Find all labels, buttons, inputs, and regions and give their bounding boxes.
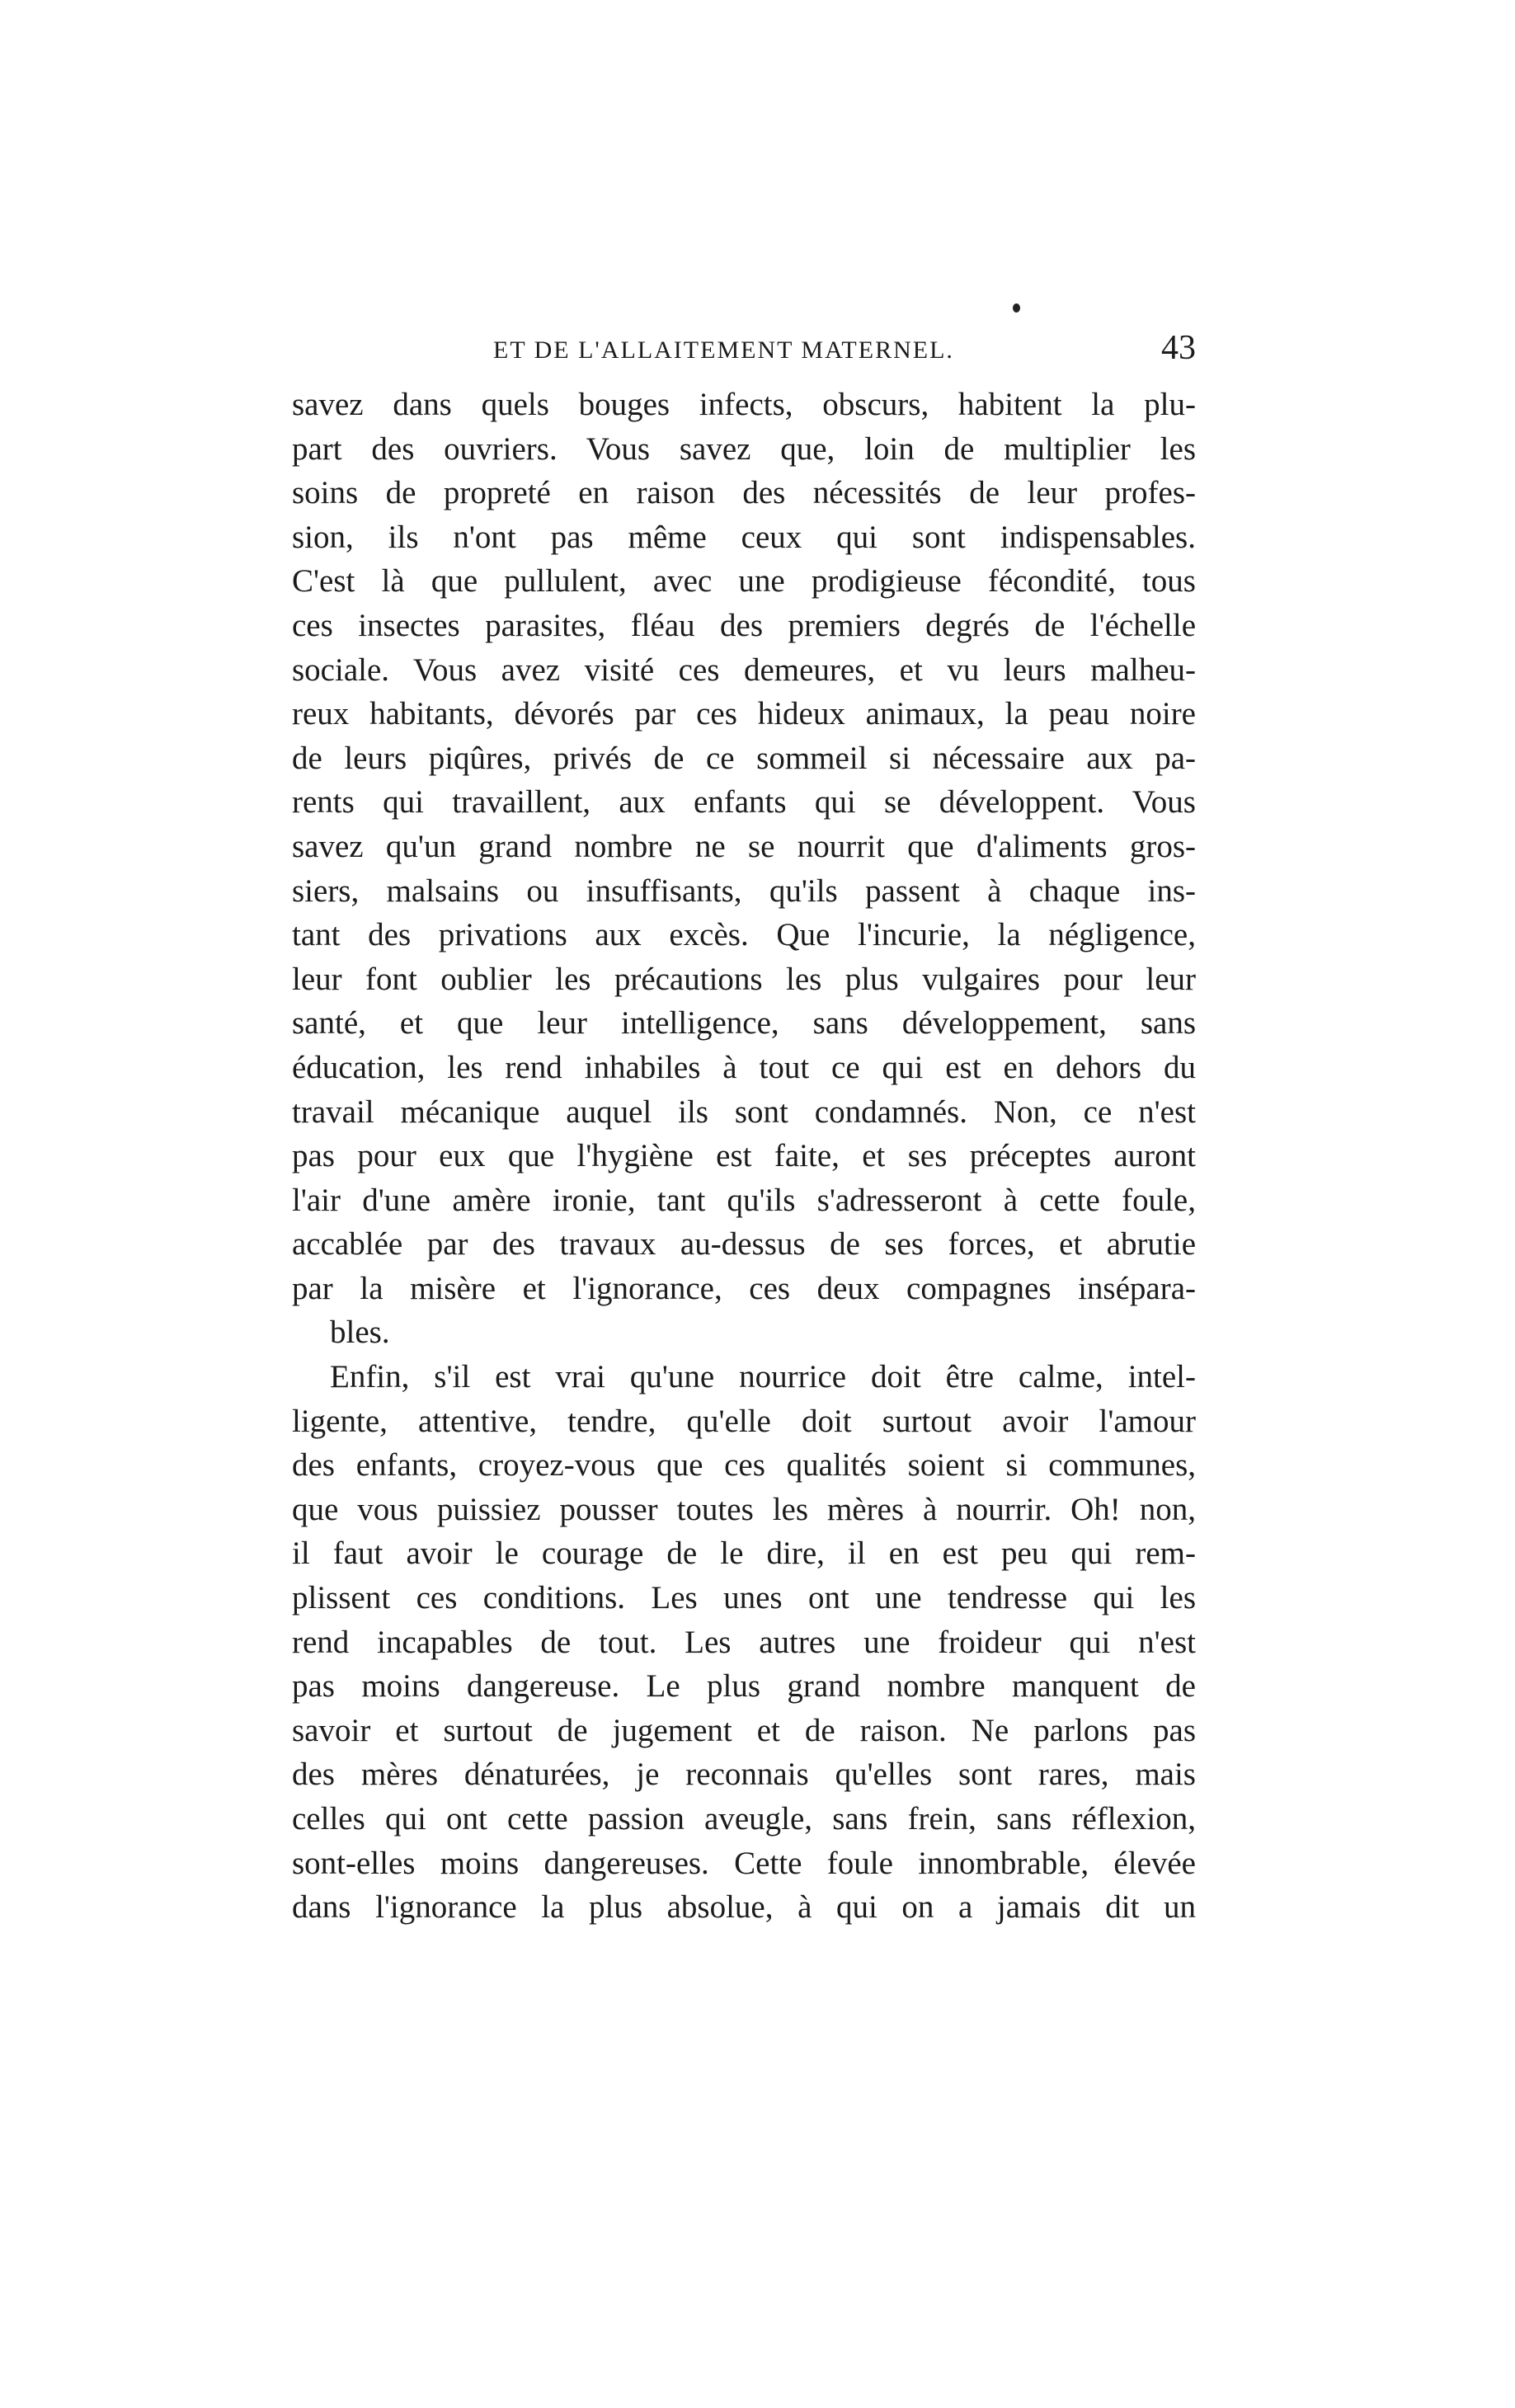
text-line: pas pour eux que l'hygiène est faite, et ses préceptes auront bbox=[292, 1138, 1196, 1174]
text-line: sociale. Vous avez visité ces demeures, et vu leurs malheu- bbox=[292, 651, 1196, 688]
text-line: des mères dénaturées, je reconnais qu'elles sont rares, mais bbox=[292, 1757, 1196, 1793]
text-line: soins de propreté en raison des nécessités de leur profes- bbox=[292, 475, 1196, 511]
text-line: C'est là que pullulent, avec une prodigieuse fécondité, tous bbox=[292, 563, 1196, 600]
text-line: part des ouvriers. Vous savez que, loin de multiplier les bbox=[292, 430, 1196, 467]
ink-speck bbox=[1013, 303, 1020, 313]
text-line: sont-elles moins dangereuses. Cette foule innombrable, élevée bbox=[292, 1845, 1196, 1881]
text-line: celles qui ont cette passion aveugle, sans frein, sans réflexion, bbox=[292, 1801, 1196, 1837]
page-number: 43 bbox=[1161, 329, 1196, 367]
text-line: accablée par des travaux au-dessus de ses forces, et abrutie bbox=[292, 1226, 1196, 1263]
text-line: il faut avoir le courage de le dire, il en est peu qui rem- bbox=[292, 1536, 1196, 1572]
paragraph-start-line: Enfin, s'il est vrai qu'une nourrice doit être calme, intel- bbox=[330, 1359, 1196, 1395]
text-line: santé, et que leur intelligence, sans développement, sans bbox=[292, 1005, 1196, 1042]
text-line: dans l'ignorance la plus absolue, à qui on a jamais dit un bbox=[292, 1889, 1196, 1926]
text-line: éducation, les rend inhabiles à tout ce qui est en dehors du bbox=[292, 1049, 1196, 1085]
page-header bbox=[493, 328, 1196, 374]
text-line: rend incapables de tout. Les autres une froideur qui n'est bbox=[292, 1624, 1196, 1660]
text-line: reux habitants, dévorés par ces hideux animaux, la peau noire bbox=[292, 696, 1196, 732]
text-line: savez dans quels bouges infects, obscurs, habitent la plu- bbox=[292, 387, 1196, 422]
text-line: rents qui travaillent, aux enfants qui se développent. Vous bbox=[292, 784, 1196, 821]
text-line: par la misère et l'ignorance, ces deux compagnes insépara- bbox=[292, 1270, 1196, 1306]
text-line: savez qu'un grand nombre ne se nourrit que d'aliments gros- bbox=[292, 828, 1196, 864]
text-line: l'air d'une amère ironie, tant qu'ils s'adresseront à cette foule, bbox=[292, 1182, 1196, 1218]
text-line: tant des privations aux excès. Que l'incurie, la négligence, bbox=[292, 917, 1196, 953]
text-line: siers, malsains ou insuffisants, qu'ils passent à chaque ins- bbox=[292, 872, 1196, 909]
text-line: sion, ils n'ont pas même ceux qui sont indispensables. bbox=[292, 519, 1196, 555]
body-text bbox=[292, 383, 1196, 1930]
text-line: que vous puissiez pousser toutes les mères à nourrir. Oh! non, bbox=[292, 1491, 1196, 1527]
text-line: bles. bbox=[330, 1315, 390, 1351]
text-line: leur font oublier les précautions les plus vulgaires pour leur bbox=[292, 961, 1196, 997]
text-line: ces insectes parasites, fléau des premiers degrés de l'échelle bbox=[292, 607, 1196, 643]
text-line: pas moins dangereuse. Le plus grand nombre manquent de bbox=[292, 1668, 1196, 1705]
text-line: travail mécanique auquel ils sont condamnés. Non, ce n'est bbox=[292, 1093, 1196, 1130]
text-line: ligente, attentive, tendre, qu'elle doit surtout avoir l'amour bbox=[292, 1403, 1196, 1439]
running-title: ET DE L'ALLAITEMENT MATERNEL. bbox=[493, 336, 954, 364]
text-line: savoir et surtout de jugement et de raison. Ne parlons pas bbox=[292, 1712, 1196, 1748]
text-line: plissent ces conditions. Les unes ont une tendresse qui les bbox=[292, 1580, 1196, 1616]
text-line: de leurs piqûres, privés de ce sommeil si nécessaire aux pa- bbox=[292, 740, 1196, 776]
text-line: des enfants, croyez-vous que ces qualités soient si communes, bbox=[292, 1447, 1196, 1484]
